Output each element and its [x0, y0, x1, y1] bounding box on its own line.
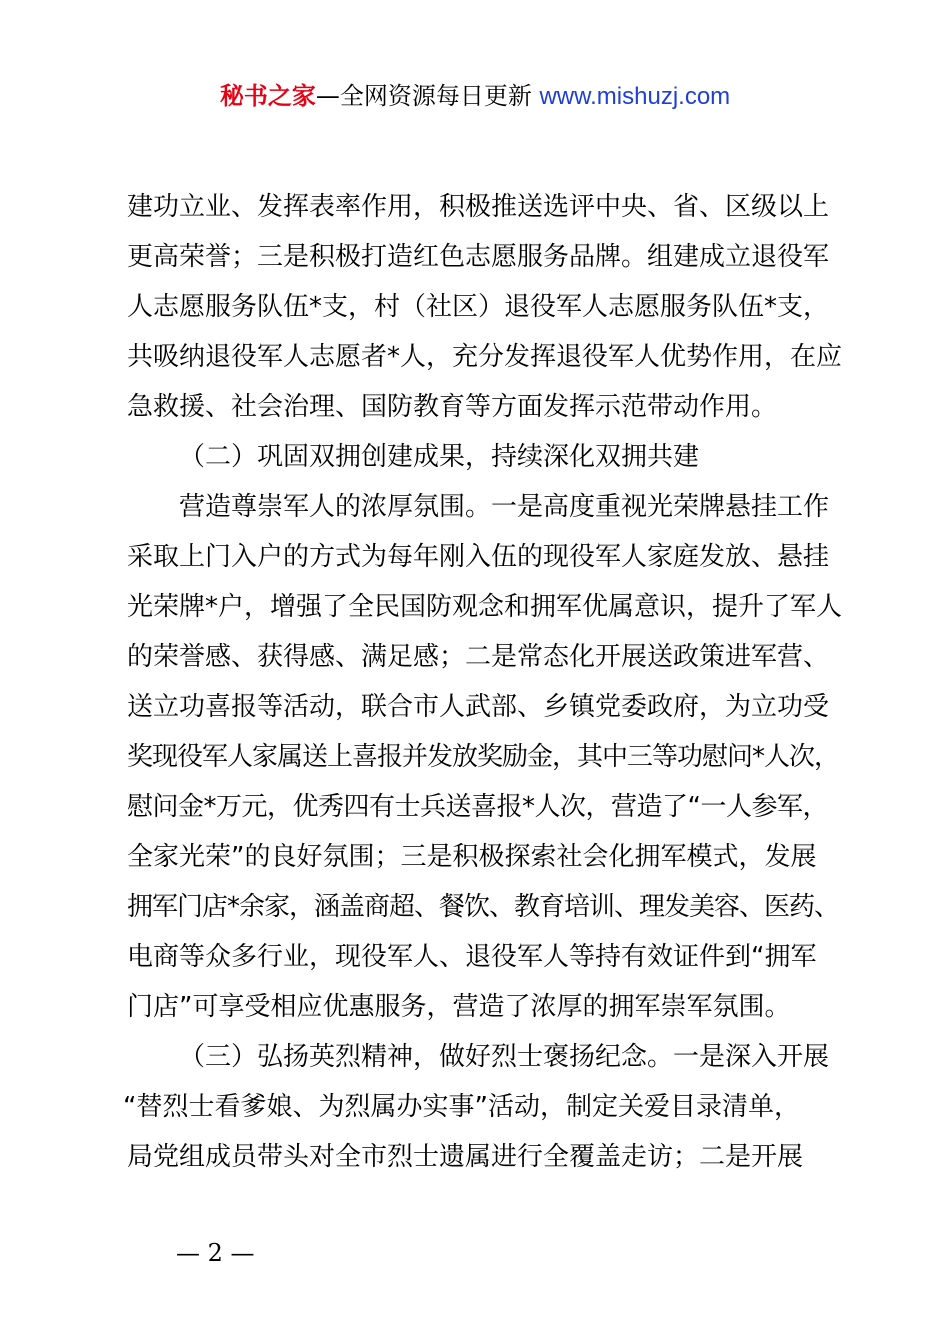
site-header — [0, 80, 950, 113]
document-body — [123, 182, 843, 1182]
site-slogan: —全网资源每日更新 — [315, 82, 532, 110]
text-line: 光荣牌*户，增强了全民国防观念和拥军优属意识，提升了军人 — [127, 592, 843, 622]
text-line: 电商等众多行业，现役军人、退役军人等持有效证件到“拥军 — [127, 942, 817, 972]
text-line: 全家光荣”的良好氛围；三是积极探索社会化拥军模式，发展 — [127, 842, 817, 872]
text-line: 慰问金*万元，优秀四有士兵送喜报*人次，营造了“一人参军， — [127, 792, 828, 822]
text-line: 人志愿服务队伍*支，村（社区）退役军人志愿服务队伍*支， — [127, 292, 830, 322]
text-line: 局党组成员带头对全市烈士遗属进行全覆盖走访；二是开展 — [127, 1142, 804, 1172]
text-line: 急救援、社会治理、国防教育等方面发挥示范带动作用。 — [127, 392, 778, 422]
text-line: 拥军门店*余家，涵盖商超、餐饮、教育培训、理发美容、医药、 — [127, 892, 840, 922]
text-line: 更高荣誉；三是积极打造红色志愿服务品牌。组建成立退役军 — [127, 242, 830, 272]
text-line: 采取上门入户的方式为每年刚入伍的现役军人家庭发放、悬挂 — [127, 542, 830, 572]
text-line: 奖现役军人家属送上喜报并发放奖励金，其中三等功慰问*人次， — [127, 742, 840, 772]
text-line: “替烈士看爹娘、为烈属办实事”活动，制定关爱目录清单， — [123, 1092, 800, 1122]
site-url: www.mishuzj.com — [539, 83, 731, 110]
page-number: — 2 — — [176, 1239, 255, 1267]
section-heading: （三）弘扬英烈精神，做好烈士褒扬纪念。一是深入开展 — [179, 1042, 830, 1072]
text-line: 共吸纳退役军人志愿者*人，充分发挥退役军人优势作用，在应 — [127, 342, 843, 372]
text-line: 营造尊崇军人的浓厚氛围。一是高度重视光荣牌悬挂工作 — [179, 492, 830, 522]
text-line: 的荣誉感、获得感、满足感；二是常态化开展送政策进军营、 — [127, 642, 830, 672]
text-line: 门店”可享受相应优惠服务，营造了浓厚的拥军崇军氛围。 — [127, 992, 791, 1022]
text-line: 送立功喜报等活动，联合市人武部、乡镇党委政府，为立功受 — [127, 692, 830, 722]
section-heading: （二）巩固双拥创建成果，持续深化双拥共建 — [179, 442, 700, 472]
site-brand: 秘书之家 — [219, 82, 316, 110]
text-line: 建功立业、发挥表率作用，积极推送选评中央、省、区级以上 — [127, 192, 830, 222]
